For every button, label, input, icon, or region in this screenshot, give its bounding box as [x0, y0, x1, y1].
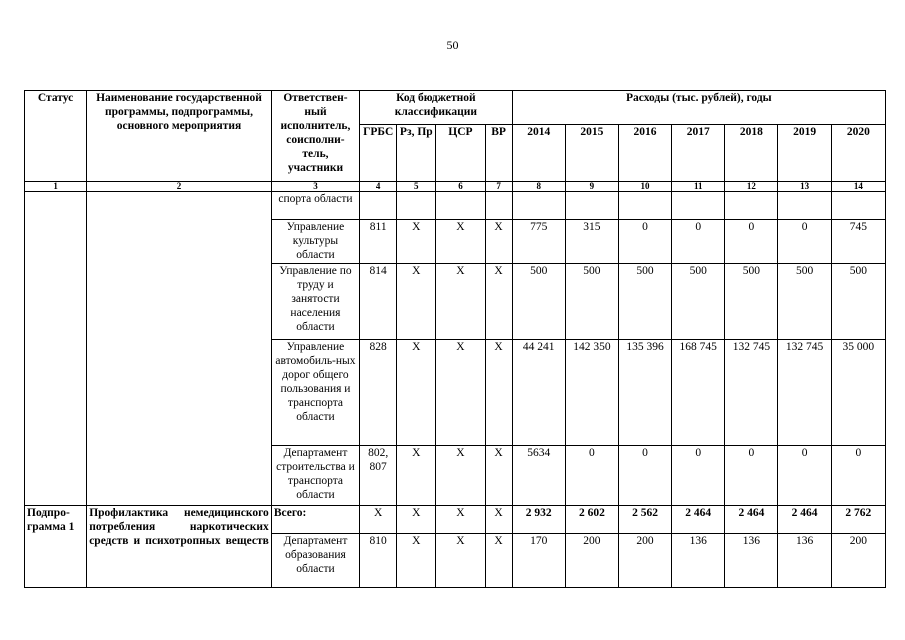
grbs-cell: 810 — [360, 534, 397, 588]
value-cell: 44 241 — [512, 340, 565, 446]
grbs-cell: 811 — [360, 220, 397, 264]
value-cell: 200 — [565, 534, 618, 588]
header-grbs: ГРБС — [360, 125, 397, 182]
value-cell: 136 — [778, 534, 831, 588]
value-cell: 200 — [618, 534, 671, 588]
executor-cell: Управление автомобиль-ных дорог общего пользования и транспорта области — [271, 340, 359, 446]
subprogram-status: Подпро-грамма 1 — [25, 506, 87, 588]
column-number: 8 — [512, 182, 565, 192]
value-cell: 500 — [831, 264, 885, 340]
value-cell — [565, 192, 618, 220]
total-value-cell: 2 464 — [672, 506, 725, 534]
column-number: 1 — [25, 182, 87, 192]
value-cell — [831, 192, 885, 220]
column-number: 9 — [565, 182, 618, 192]
value-cell: 0 — [565, 446, 618, 506]
vr-cell: Х — [485, 220, 512, 264]
column-number: 5 — [397, 182, 436, 192]
name-cell-empty — [87, 192, 272, 506]
column-number-row — [25, 182, 886, 192]
total-value-cell: 2 464 — [725, 506, 778, 534]
executor-cell: Департамент строительства и транспорта области — [271, 446, 359, 506]
value-cell — [618, 192, 671, 220]
header-year: 2017 — [672, 125, 725, 182]
executor-cell: Управление культуры области — [271, 220, 359, 264]
csr-cell: Х — [436, 446, 485, 506]
executor-cell: Управление по труду и занятости населения области — [271, 264, 359, 340]
csr-cell: Х — [436, 264, 485, 340]
value-cell: 775 — [512, 220, 565, 264]
rz-pr-cell: Х — [397, 506, 436, 534]
grbs-cell — [360, 192, 397, 220]
rz-pr-cell: Х — [397, 264, 436, 340]
subprogram-total-row — [25, 506, 886, 534]
value-cell: 315 — [565, 220, 618, 264]
value-cell — [725, 192, 778, 220]
csr-cell — [436, 192, 485, 220]
value-cell: 500 — [725, 264, 778, 340]
status-cell-empty — [25, 192, 87, 506]
rz-pr-cell — [397, 192, 436, 220]
value-cell: 142 350 — [565, 340, 618, 446]
csr-cell: Х — [436, 506, 485, 534]
value-cell — [512, 192, 565, 220]
value-cell — [778, 192, 831, 220]
value-cell: 5634 — [512, 446, 565, 506]
value-cell: 0 — [831, 446, 885, 506]
value-cell: 500 — [618, 264, 671, 340]
column-number: 10 — [618, 182, 671, 192]
header-executor: Ответствен-ный исполнитель, соисполни-тель, участники — [271, 91, 359, 182]
value-cell: 132 745 — [778, 340, 831, 446]
value-cell: 500 — [778, 264, 831, 340]
budget-table — [24, 90, 886, 588]
header-row-1 — [25, 91, 886, 125]
column-number: 13 — [778, 182, 831, 192]
vr-cell: Х — [485, 506, 512, 534]
grbs-cell: Х — [360, 506, 397, 534]
total-value-cell: 2 932 — [512, 506, 565, 534]
total-value-cell: 2 464 — [778, 506, 831, 534]
column-number: 6 — [436, 182, 485, 192]
value-cell: 500 — [672, 264, 725, 340]
header-year: 2015 — [565, 125, 618, 182]
column-number: 7 — [485, 182, 512, 192]
executor-cell-total: Всего: — [271, 506, 359, 534]
header-vr: ВР — [485, 125, 512, 182]
grbs-cell: 814 — [360, 264, 397, 340]
column-number: 14 — [831, 182, 885, 192]
table-row — [25, 192, 886, 220]
subprogram-name: Профилактика немедицинского потребления наркотических средств и психотропных веществ — [87, 506, 272, 588]
header-year: 2019 — [778, 125, 831, 182]
header-year: 2016 — [618, 125, 671, 182]
executor-cell: спорта области — [271, 192, 359, 220]
vr-cell: Х — [485, 340, 512, 446]
column-number: 2 — [87, 182, 272, 192]
value-cell: 135 396 — [618, 340, 671, 446]
total-value-cell: 2 762 — [831, 506, 885, 534]
value-cell: 35 000 — [831, 340, 885, 446]
header-year: 2020 — [831, 125, 885, 182]
value-cell: 0 — [725, 220, 778, 264]
value-cell: 745 — [831, 220, 885, 264]
total-value-cell: 2 562 — [618, 506, 671, 534]
page-number: 50 — [446, 38, 459, 52]
value-cell: 132 745 — [725, 340, 778, 446]
csr-cell: Х — [436, 340, 485, 446]
rz-pr-cell: Х — [397, 340, 436, 446]
value-cell: 136 — [672, 534, 725, 588]
value-cell: 136 — [725, 534, 778, 588]
header-budget-code: Код бюджетной классификации — [360, 91, 513, 125]
grbs-cell: 828 — [360, 340, 397, 446]
header-name: Наименование государственной программы, подпрограммы, основного мероприятия — [87, 91, 272, 182]
value-cell: 500 — [512, 264, 565, 340]
value-cell: 200 — [831, 534, 885, 588]
total-value-cell: 2 602 — [565, 506, 618, 534]
vr-cell: Х — [485, 446, 512, 506]
header-csr: ЦСР — [436, 125, 485, 182]
header-status: Статус — [25, 91, 87, 182]
value-cell: 0 — [778, 446, 831, 506]
value-cell: 0 — [725, 446, 778, 506]
value-cell: 0 — [672, 446, 725, 506]
rz-pr-cell: Х — [397, 220, 436, 264]
value-cell: 0 — [672, 220, 725, 264]
rz-pr-cell: Х — [397, 534, 436, 588]
rz-pr-cell: Х — [397, 446, 436, 506]
vr-cell: Х — [485, 264, 512, 340]
header-rz-pr: Рз, Пр — [397, 125, 436, 182]
value-cell: 168 745 — [672, 340, 725, 446]
column-number: 4 — [360, 182, 397, 192]
csr-cell: Х — [436, 220, 485, 264]
value-cell: 170 — [512, 534, 565, 588]
executor-cell: Департамент образования области — [271, 534, 359, 588]
value-cell: 0 — [618, 220, 671, 264]
column-number: 3 — [271, 182, 359, 192]
vr-cell — [485, 192, 512, 220]
header-year: 2014 — [512, 125, 565, 182]
value-cell — [672, 192, 725, 220]
value-cell: 0 — [778, 220, 831, 264]
column-number: 12 — [725, 182, 778, 192]
column-number: 11 — [672, 182, 725, 192]
csr-cell: Х — [436, 534, 485, 588]
vr-cell: Х — [485, 534, 512, 588]
header-year: 2018 — [725, 125, 778, 182]
value-cell: 0 — [618, 446, 671, 506]
grbs-cell: 802, 807 — [360, 446, 397, 506]
header-expenses: Расходы (тыс. рублей), годы — [512, 91, 885, 125]
value-cell: 500 — [565, 264, 618, 340]
